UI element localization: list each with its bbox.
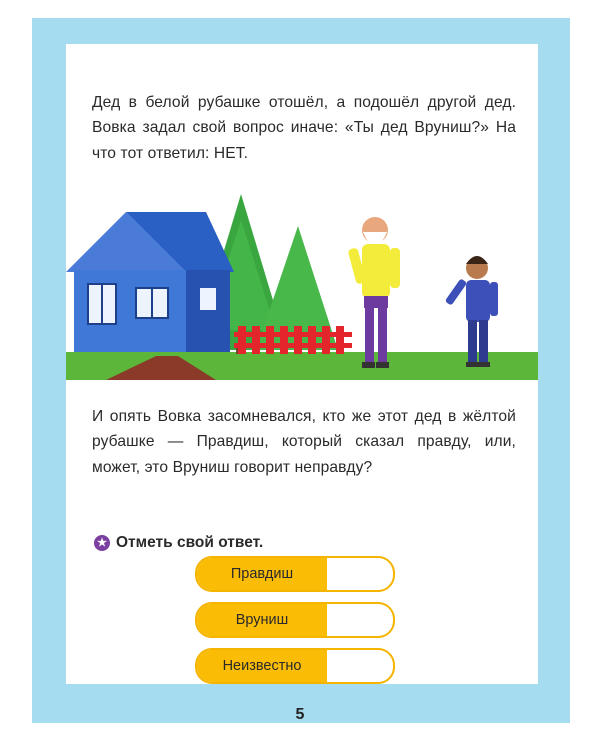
- blue-house: [66, 212, 234, 352]
- star-badge-icon: ★: [94, 535, 110, 551]
- answer-checkbox[interactable]: [327, 650, 393, 682]
- story-paragraph-1: Дед в белой рубашке отошёл, а подошёл другой дед. Вовка задал свой вопрос иначе: «Ты дед Вруниш?» На что тот ответил: НЕТ.: [92, 93, 516, 162]
- boy-character: [445, 256, 498, 367]
- answer-checkbox[interactable]: [327, 558, 393, 590]
- answer-checkbox[interactable]: [327, 604, 393, 636]
- answer-label: Вруниш: [197, 604, 327, 636]
- answer-options: [195, 556, 395, 694]
- grandpa-character: [348, 217, 400, 368]
- task-instruction-text: Отметь свой ответ.: [116, 534, 264, 551]
- page-number: 5: [295, 706, 305, 723]
- story-illustration: [66, 180, 538, 380]
- task-instruction: [94, 534, 263, 552]
- story-paragraph-2: И опять Вовка засомневался, кто же этот дед в жёлтой рубашке — Правдиш, который сказал правду, или, может, это Вруниш говорит неправду?: [92, 407, 516, 476]
- answer-option-unknown[interactable]: [195, 648, 395, 684]
- answer-option-vrunish[interactable]: [195, 602, 395, 638]
- answer-label: Правдиш: [197, 558, 327, 590]
- answer-option-pravdish[interactable]: [195, 556, 395, 592]
- answer-label: Неизвестно: [197, 650, 327, 682]
